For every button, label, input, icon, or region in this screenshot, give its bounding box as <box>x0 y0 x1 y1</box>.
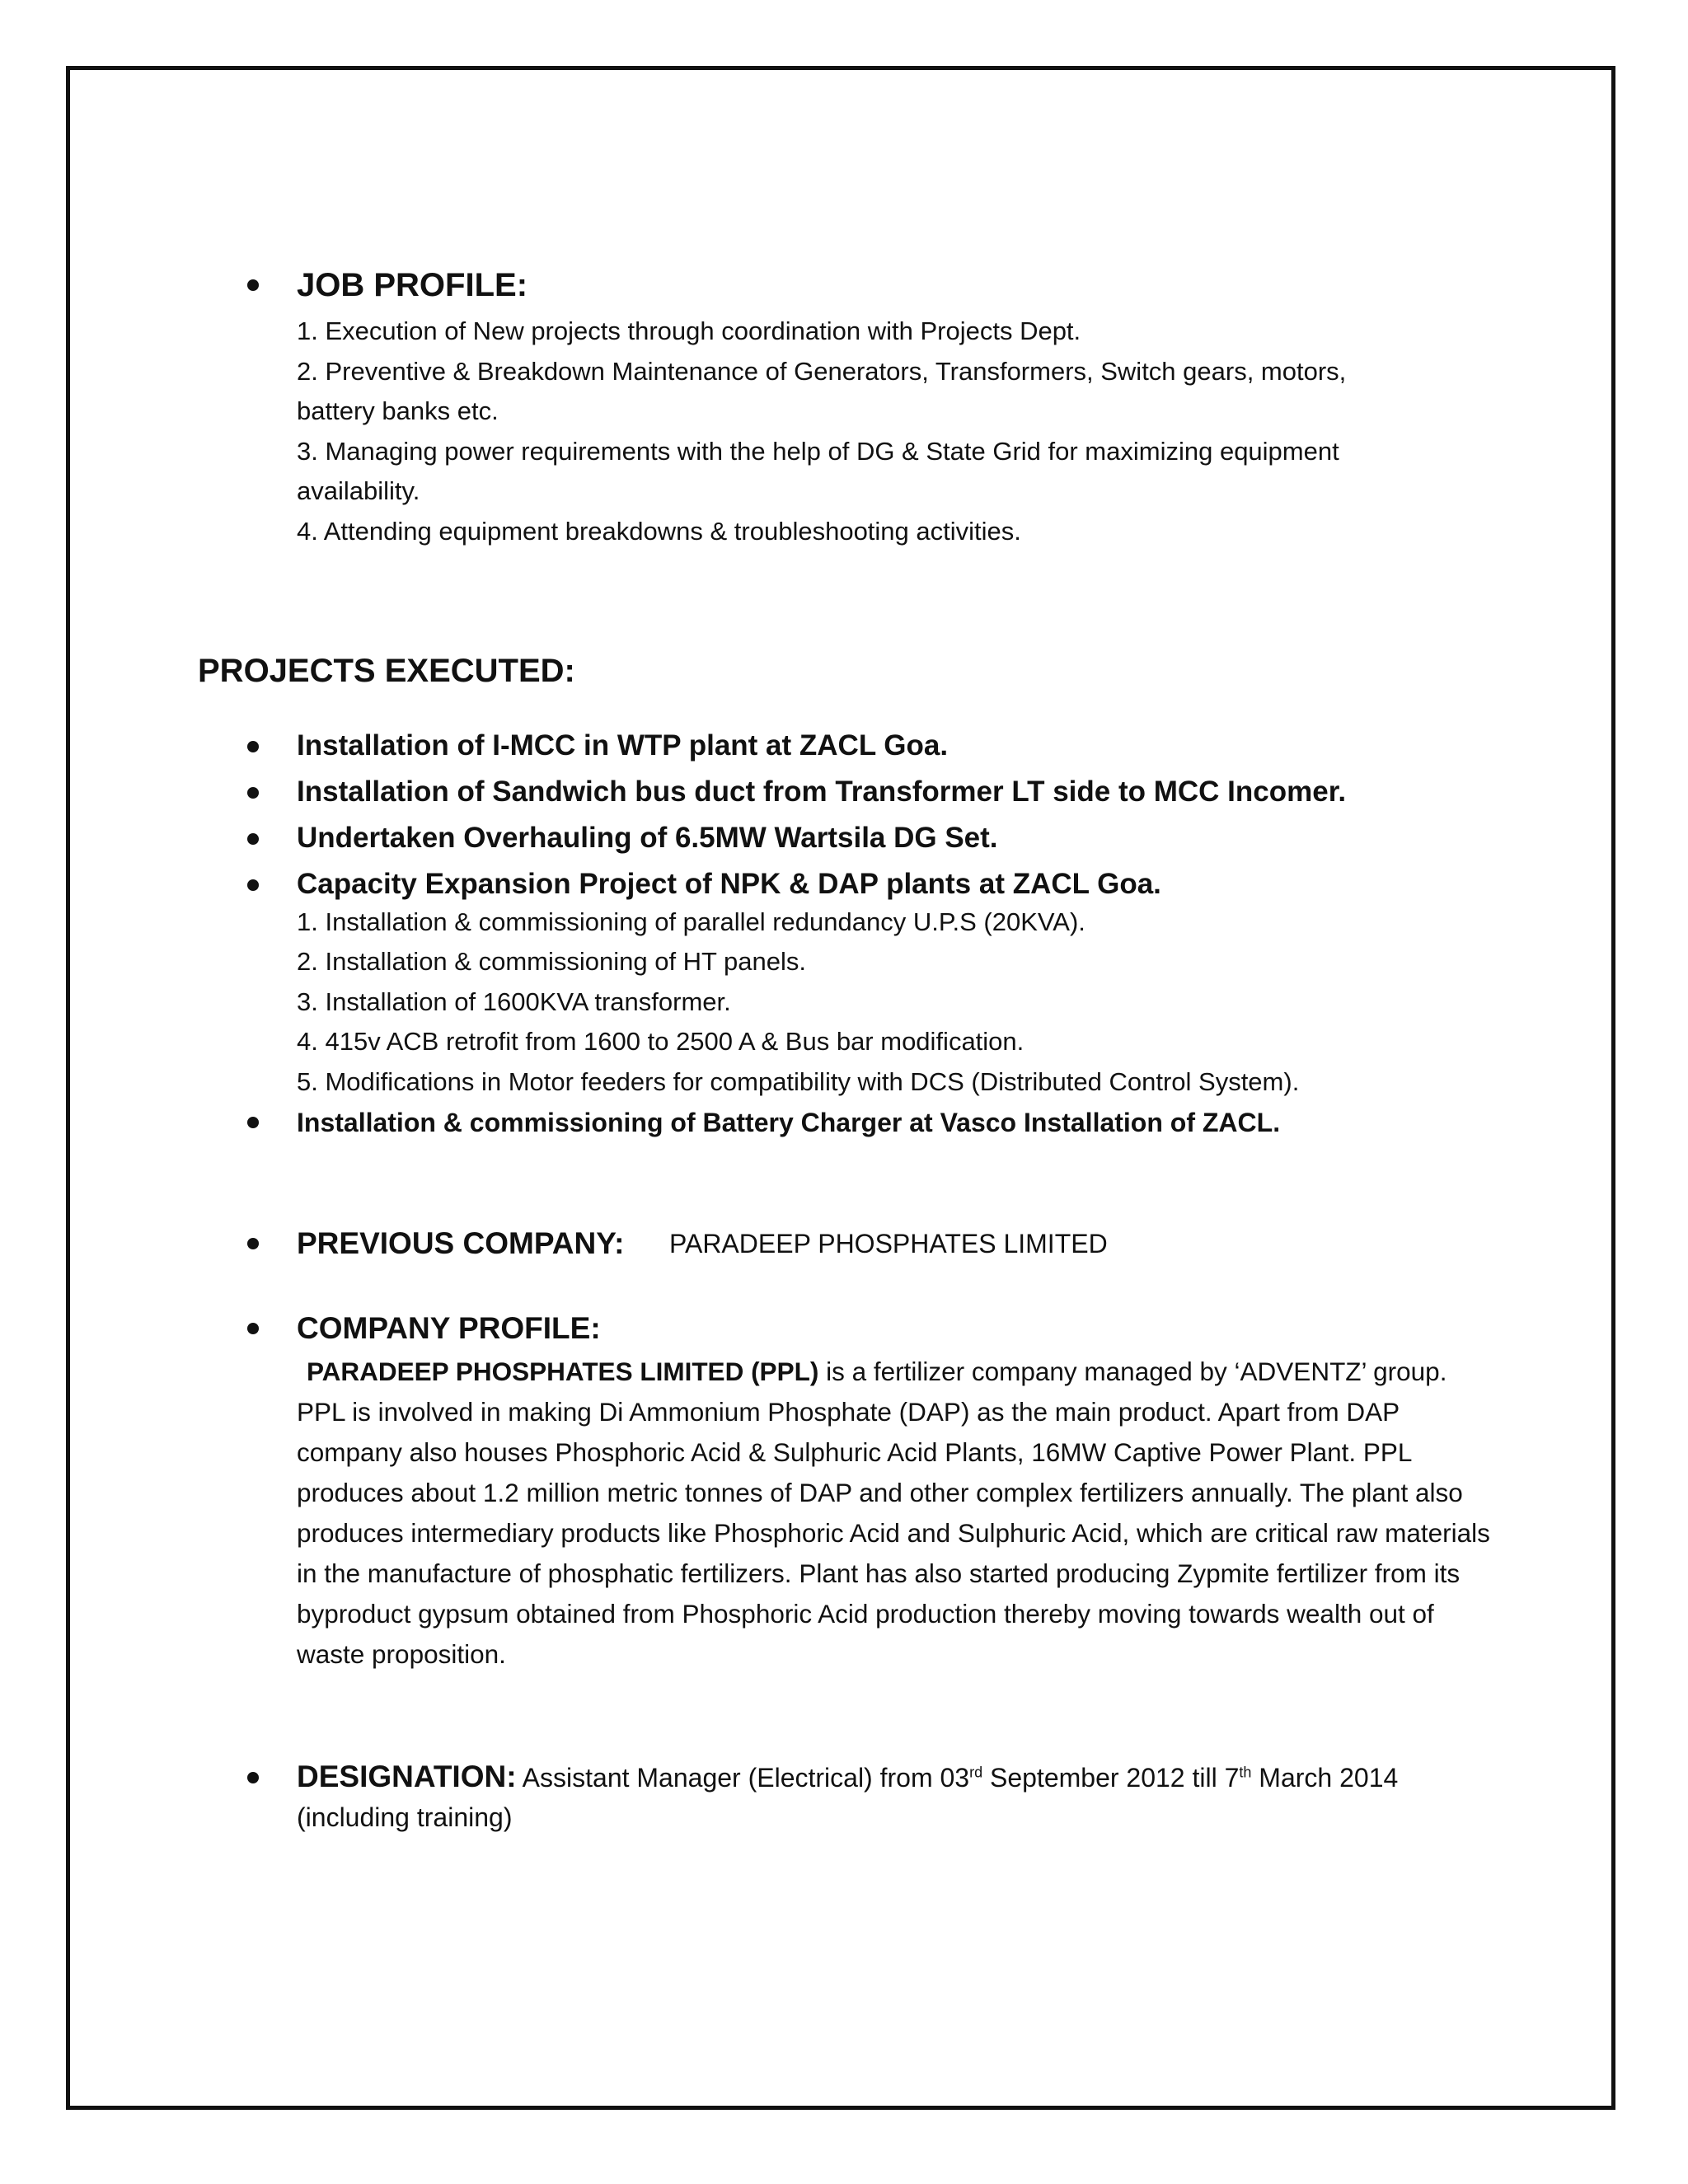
job-profile-item: 2. Preventive & Breakdown Maintenance of Generators, Transformers, Switch gears, motors, <box>297 357 1347 386</box>
company-profile-text <box>297 1352 1500 1675</box>
project-sub-item: 5. Modifications in Motor feeders for compatibility with DCS (Distributed Control System). <box>297 1067 1300 1096</box>
bullet-dot <box>247 1238 259 1249</box>
job-profile-item: 1. Execution of New projects through coordination with Projects Dept. <box>297 316 1081 345</box>
designation-line <box>297 1757 1398 1797</box>
bullet-dot <box>247 833 259 845</box>
job-profile-item: 4. Attending equipment breakdowns & troubleshooting activities. <box>297 517 1021 546</box>
company-profile-body: is a fertilizer company managed by ‘ADVENTZ’ group. PPL is involved in making Di Ammonium Phosphate (DAP) as the main product. Apart from DAP company also houses Phosphoric Acid & Sulphuric Acid Plants, 16MW Captive Power Plant. PPL produces about 1.2 million metric tonnes of DAP and other complex fertilizers annually. The plant also produces intermediary products like Phosphoric Acid and Sulphuric Acid, which are critical raw materials in the manufacture of phosphatic fertilizers. Plant has also started producing Zypmite fertilizer from its byproduct gypsum obtained from Phosphoric Acid production thereby moving towards wealth out of waste proposition. <box>297 1357 1490 1669</box>
project-item: Installation of Sandwich bus duct from Transformer LT side to MCC Incomer. <box>297 776 1347 808</box>
project-sub-item: 2. Installation & commissioning of HT panels. <box>297 947 807 976</box>
designation-text: September 2012 till 7 <box>982 1763 1240 1793</box>
bullet-dot <box>247 879 259 891</box>
designation-superscript: rd <box>969 1764 983 1781</box>
company-profile-heading: COMPANY PROFILE: <box>297 1311 601 1345</box>
company-profile-lead: PARADEEP PHOSPHATES LIMITED (PPL) <box>307 1357 819 1386</box>
job-profile-item: battery banks etc. <box>297 396 499 425</box>
designation-label: DESIGNATION: <box>297 1760 517 1793</box>
designation-superscript: th <box>1239 1764 1252 1781</box>
bullet-dot <box>247 1323 259 1334</box>
previous-company-label: PREVIOUS COMPANY: <box>297 1226 625 1260</box>
job-profile-item: availability. <box>297 476 420 505</box>
designation-note: (including training) <box>297 1802 513 1832</box>
previous-company-value: PARADEEP PHOSPHATES LIMITED <box>669 1229 1108 1258</box>
project-item: Installation of I-MCC in WTP plant at ZACL Goa. <box>297 729 949 762</box>
project-sub-item: 4. 415v ACB retrofit from 1600 to 2500 A & Bus bar modification. <box>297 1027 1025 1056</box>
project-item-last: Installation & commissioning of Battery Charger at Vasco Installation of ZACL. <box>297 1108 1281 1137</box>
projects-heading: PROJECTS EXECUTED: <box>198 653 575 689</box>
bullet-dot <box>247 741 259 752</box>
project-item: Capacity Expansion Project of NPK & DAP plants at ZACL Goa. <box>297 868 1161 900</box>
bullet-dot <box>247 787 259 799</box>
bullet-dot <box>247 1117 259 1128</box>
job-profile-item: 3. Managing power requirements with the help of DG & State Grid for maximizing equipment <box>297 437 1339 466</box>
bullet-dot <box>247 1772 259 1783</box>
job-profile-heading: JOB PROFILE: <box>297 267 528 303</box>
designation-text: Assistant Manager (Electrical) from 03 <box>516 1763 970 1793</box>
project-item: Undertaken Overhauling of 6.5MW Wartsila DG Set. <box>297 822 998 854</box>
project-sub-item: 3. Installation of 1600KVA transformer. <box>297 987 731 1016</box>
project-sub-item: 1. Installation & commissioning of parallel redundancy U.P.S (20KVA). <box>297 907 1085 936</box>
designation-text: March 2014 <box>1251 1763 1399 1793</box>
bullet-dot <box>247 279 259 291</box>
